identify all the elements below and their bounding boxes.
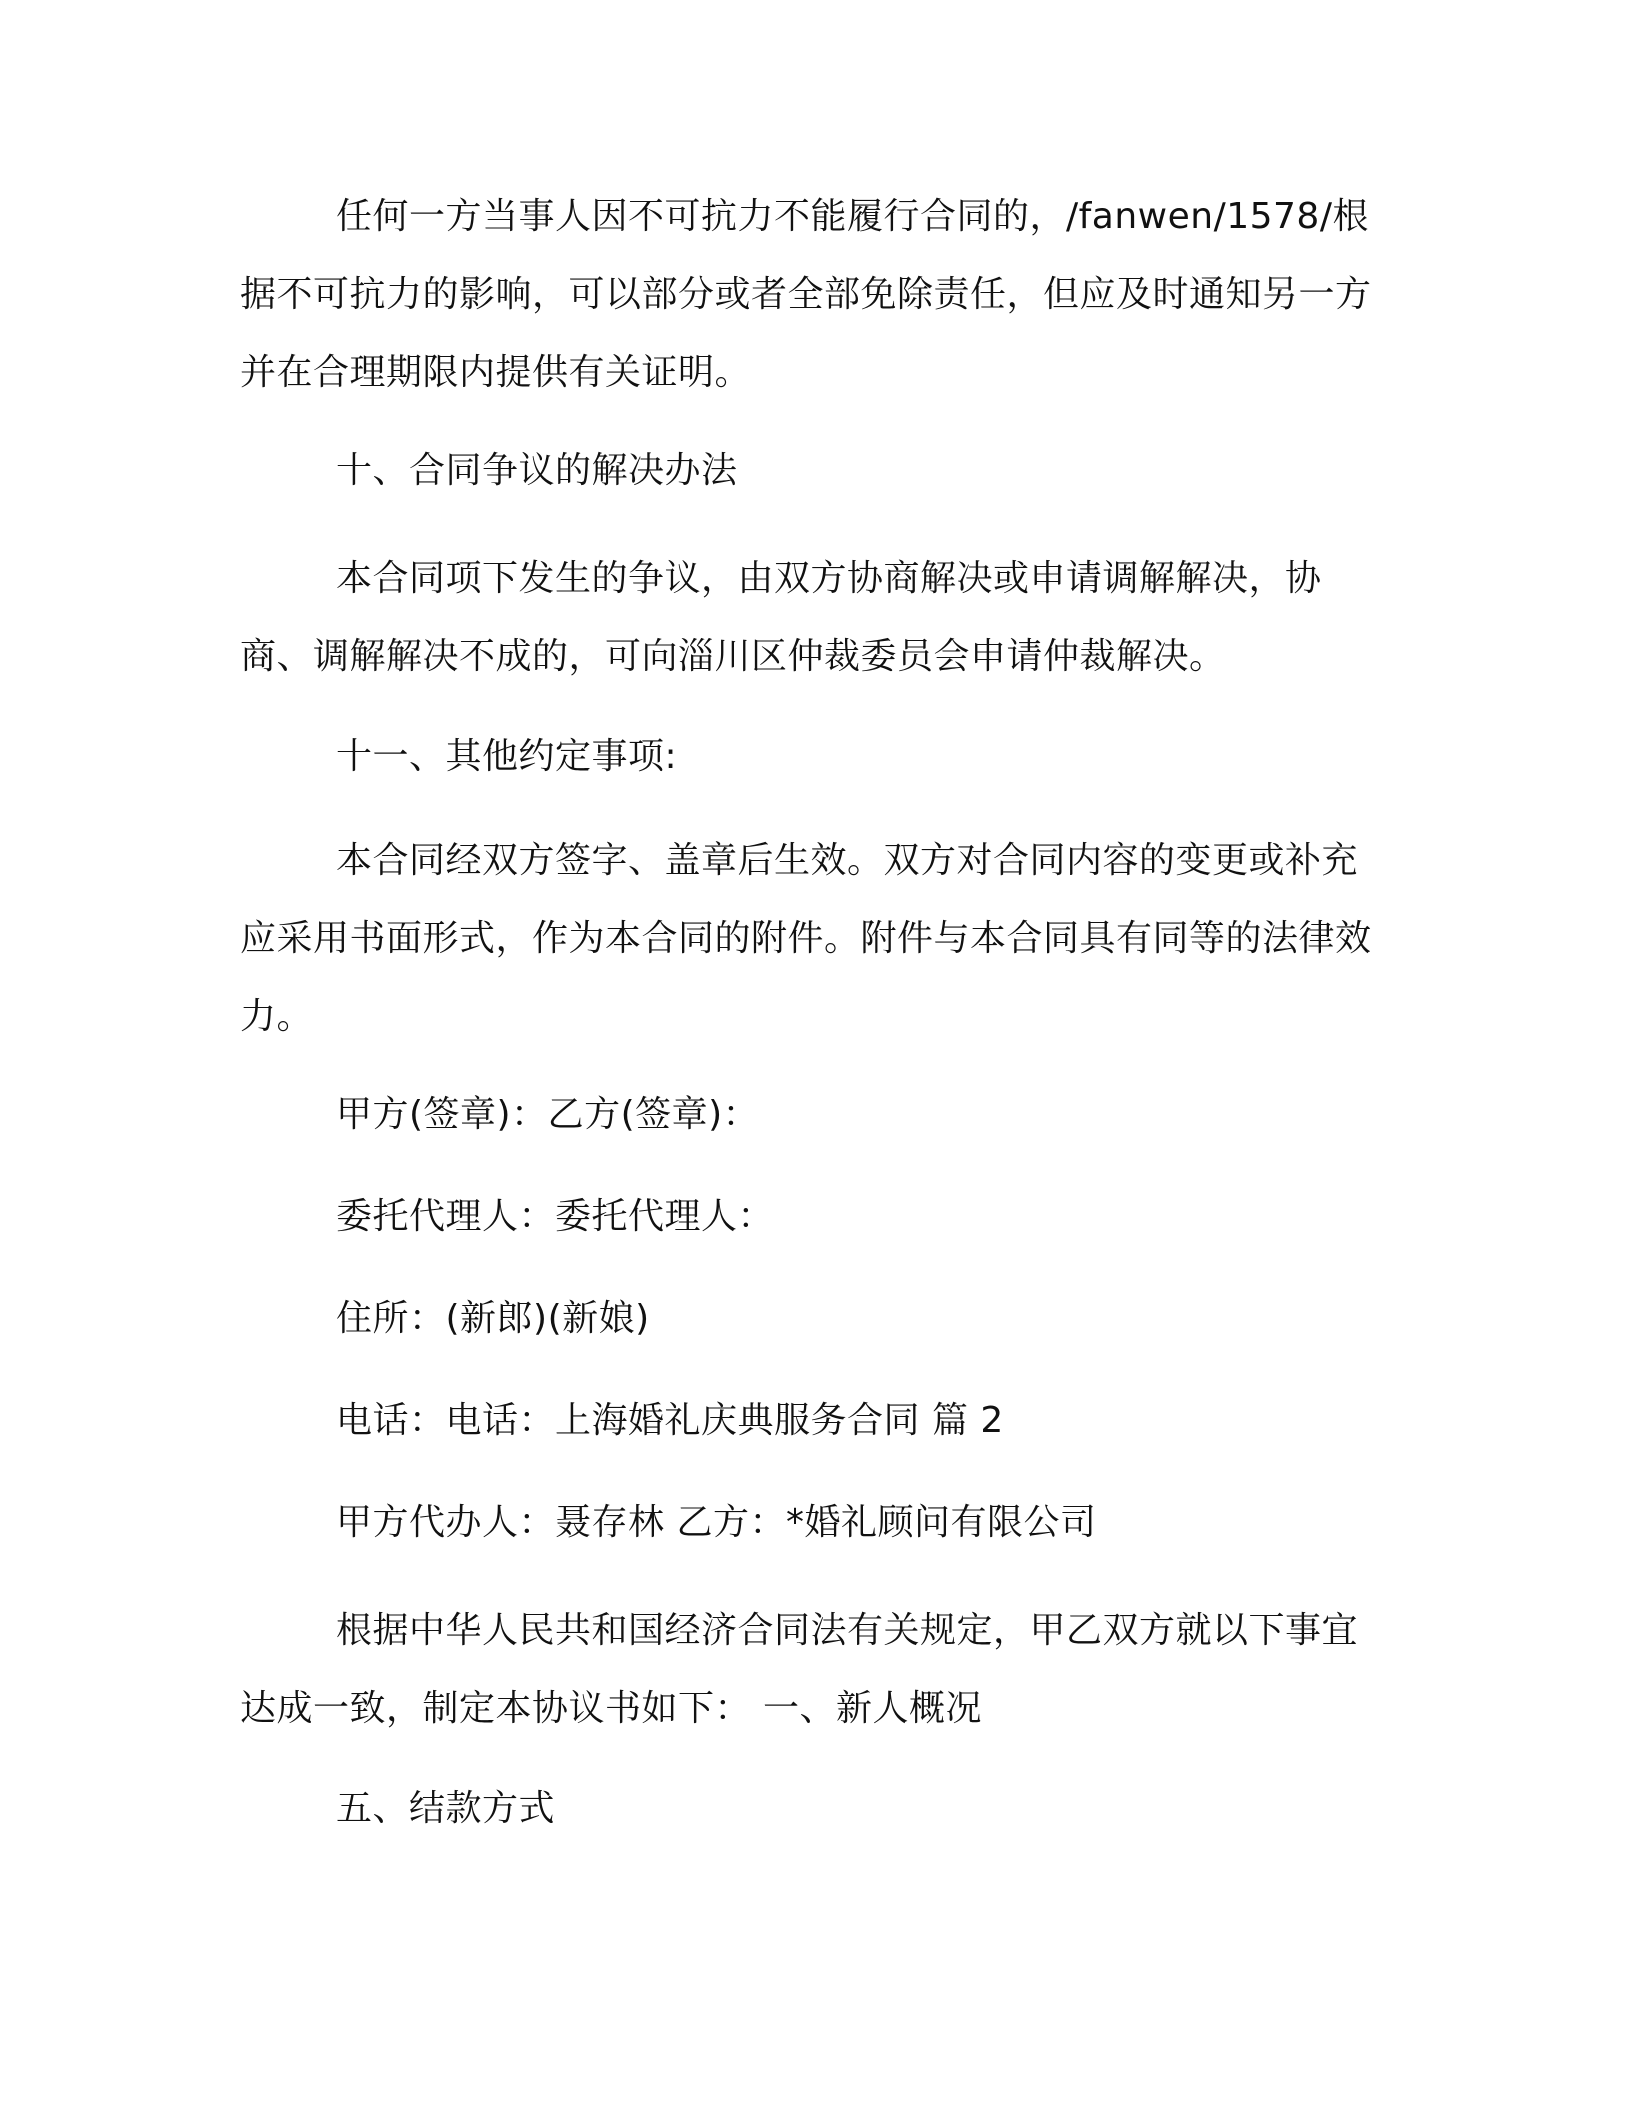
section-heading-other-terms: 十一、其他约定事项:: [336, 736, 678, 777]
paragraph-force-majeure: 任何一方当事人因不可抗力不能履行合同的，/fanwen/1578/根据不可抗力的影响，可以部分或者全部免除责任，但应及时通知另一方并在合理期限内提供有关证明。: [240, 196, 1372, 393]
paragraph-effectiveness: 本合同经双方签字、盖章后生效。双方对合同内容的变更或补充应采用书面形式，作为本合同的附件。附件与本合同具有同等的法律效力。: [240, 840, 1372, 1037]
signature-line-agent: 委托代理人：委托代理人：: [336, 1196, 775, 1237]
paragraph-dispute: 本合同项下发生的争议，由双方协商解决或申请调解解决，协商、调解解决不成的，可向淄川区仲裁委员会申请仲裁解决。: [240, 558, 1322, 677]
party-line: 甲方代办人：聂存林 乙方：*婚礼顾问有限公司: [336, 1502, 1097, 1543]
paragraph-agreement: 根据中华人民共和国经济合同法有关规定，甲乙双方就以下事宜达成一致，制定本协议书如下： 一、新人概况: [240, 1610, 1359, 1729]
signature-line-phone: 电话：电话：上海婚礼庆典服务合同 篇 2: [336, 1400, 1004, 1441]
signature-line-address: 住所：(新郎)(新娘): [336, 1298, 650, 1339]
section-heading-payment: 五、结款方式: [336, 1788, 556, 1829]
signature-line-party: 甲方(签章)：乙方(签章)：: [336, 1094, 760, 1135]
section-heading-dispute: 十、合同争议的解决办法: [336, 450, 738, 491]
